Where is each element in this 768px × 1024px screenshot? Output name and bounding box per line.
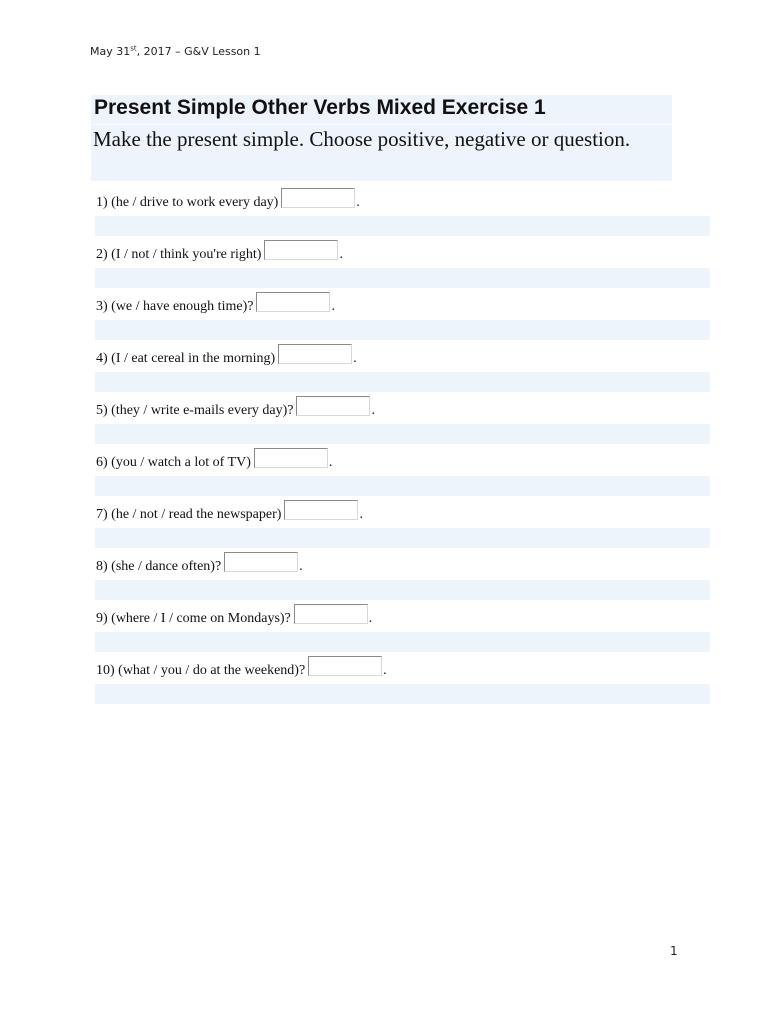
question-band [95,476,710,496]
question-band [95,372,710,392]
sentence-period: . [371,403,375,418]
question-label: 4) (I / eat cereal in the morning) [96,351,276,366]
question-band [95,528,710,548]
question-band [95,320,710,340]
answer-field[interactable] [296,396,370,416]
question-band [95,632,710,652]
answer-field[interactable] [224,552,298,572]
question-label: 7) (he / not / read the newspaper) [96,507,282,522]
sentence-period: . [368,611,373,626]
question-row [95,546,710,598]
sentence-period: . [356,195,360,210]
question-row [95,286,710,338]
question-line [96,551,303,577]
question-row [95,338,710,390]
sentence-period: . [353,351,357,366]
question-label: 1) (he / drive to work every day) [96,195,279,210]
question-line [96,447,332,473]
header-lesson: , 2017 – G&V Lesson 1 [136,45,261,58]
question-band [95,684,710,704]
question-label: 9) (where / I / come on Mondays)? [96,611,291,626]
sentence-period: . [299,559,303,574]
answer-field[interactable] [281,188,355,208]
answer-field[interactable] [254,448,328,468]
question-row [95,390,710,442]
answer-field[interactable] [264,240,338,260]
sentence-period: . [383,663,387,678]
question-row [95,234,710,286]
question-row [95,442,710,494]
question-line [96,603,372,629]
question-label: 8) (she / dance often)? [96,559,222,574]
question-label: 6) (you / watch a lot of TV) [96,455,251,470]
instructions: Make the present simple. Choose positive, negative or question. [93,127,631,151]
header-date-suffix: st [130,44,137,53]
question-band [95,216,710,236]
question-line [96,655,387,681]
header-date: May 31 [90,45,131,58]
question-line [96,395,375,421]
question-row [95,182,710,234]
question-label: 3) (we / have enough time)? [96,299,254,314]
page-title: Present Simple Other Verbs Mixed Exercise 1 [94,96,546,119]
question-line [96,291,335,317]
question-line [96,187,360,213]
answer-field[interactable] [256,292,330,312]
question-band [95,424,710,444]
page-header [90,45,261,58]
sentence-period: . [328,455,333,470]
answer-field[interactable] [308,656,382,676]
question-line [96,343,357,369]
question-list [95,182,710,702]
answer-field[interactable] [278,344,352,364]
question-row [95,494,710,546]
sentence-period: . [331,299,335,314]
page-number: 1 [670,944,678,958]
sentence-period: . [339,247,343,262]
question-label: 10) (what / you / do at the weekend)? [96,663,306,678]
question-label: 5) (they / write e-mails every day)? [96,403,294,418]
sentence-period: . [359,507,363,522]
question-label: 2) (I / not / think you're right) [96,247,262,262]
question-line [96,239,343,265]
answer-field[interactable] [294,604,368,624]
question-row [95,650,710,702]
question-band [95,580,710,600]
answer-field[interactable] [284,500,358,520]
question-band [95,268,710,288]
question-line [96,499,363,525]
question-row [95,598,710,650]
